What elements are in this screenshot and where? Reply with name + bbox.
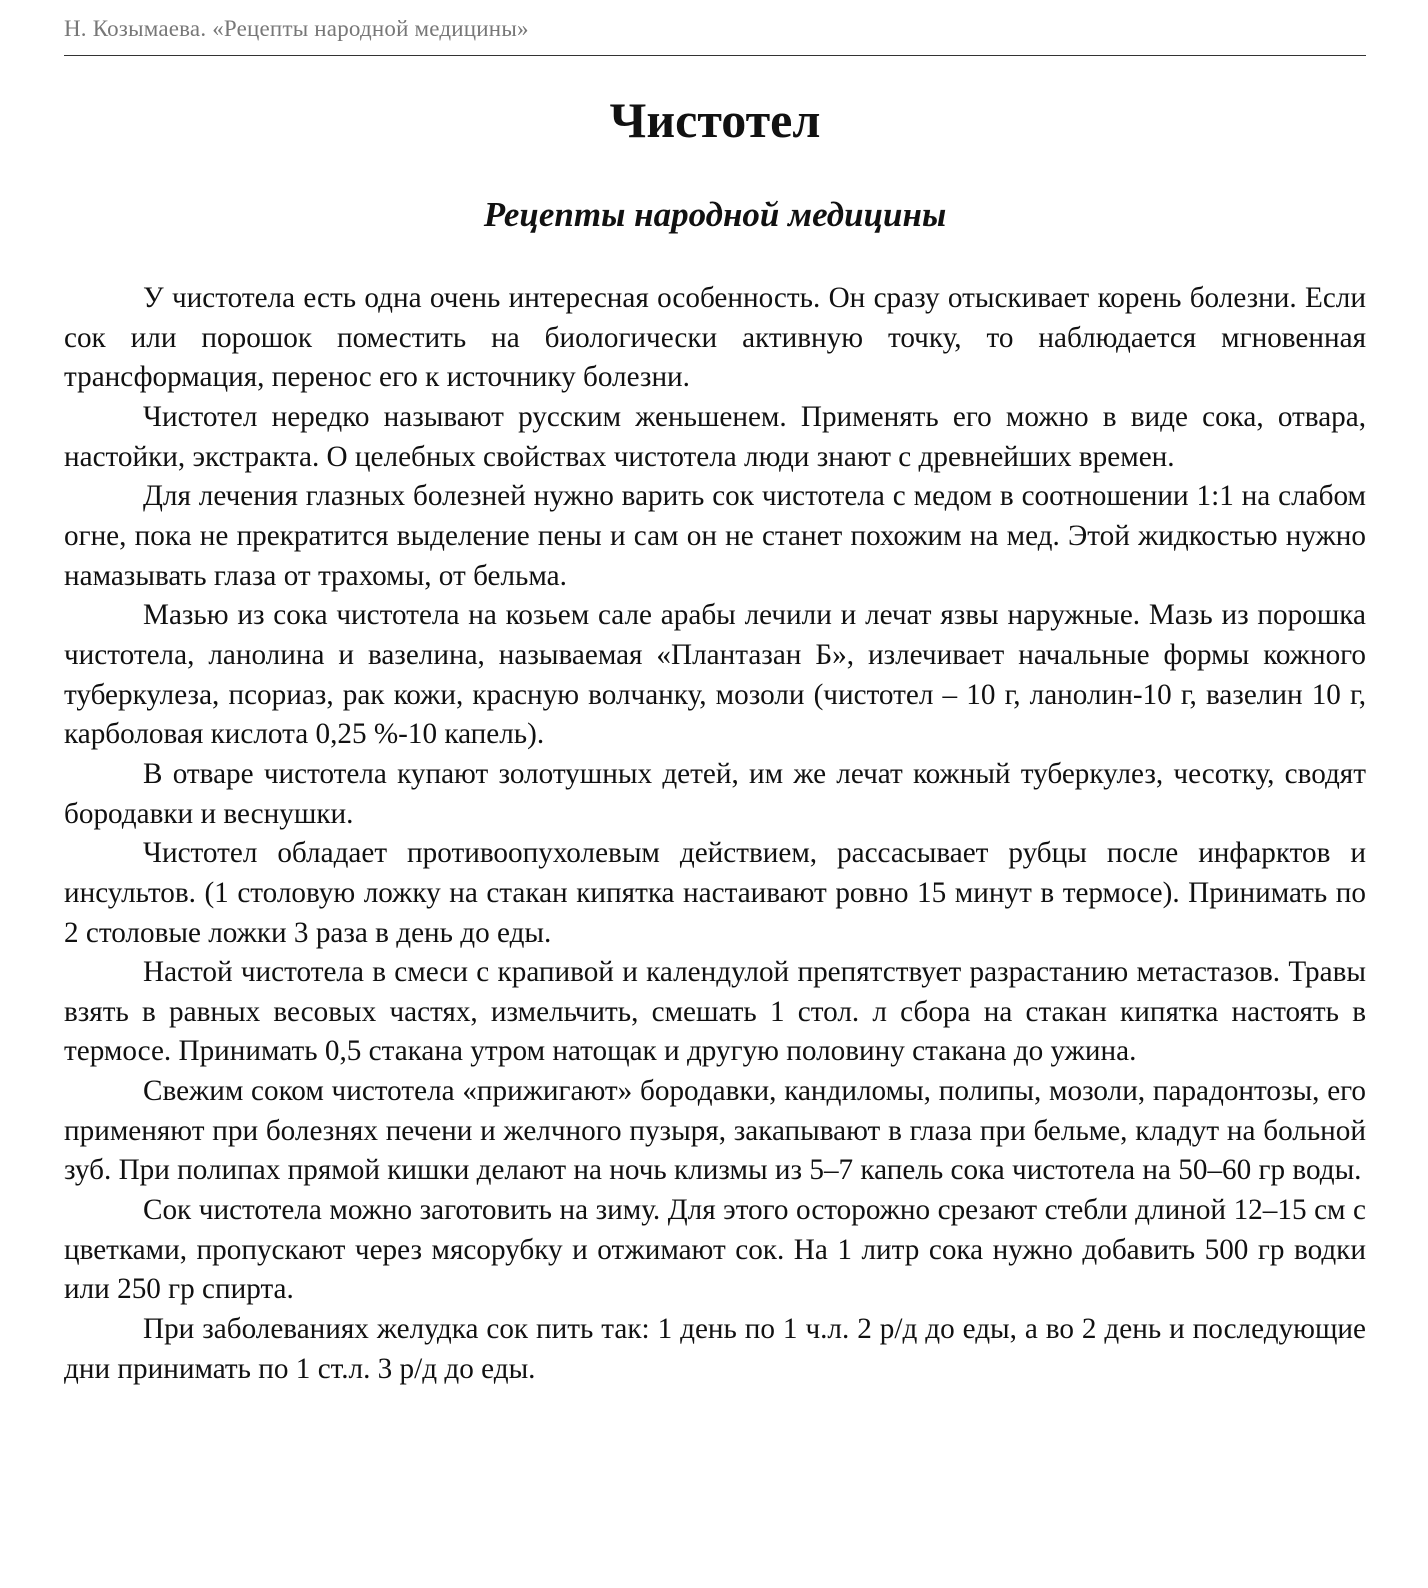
running-header: Н. Козымаева. «Рецепты народной медицины»: [64, 16, 529, 41]
paragraph: Чистотел обладает противоопухолевым действием, рассасывает рубцы после инфарктов и инсультов. (1 столовую ложку на стакан кипятка настаивают ровно 15 минут в термосе). Принимать по 2 столовые ложки 3 раза в день до еды.: [64, 837, 1366, 949]
header-rule: [64, 55, 1366, 56]
paragraph: Свежим соком чистотела «прижигают» бородавки, кандиломы, полипы, мозоли, парадонтозы, его применяют при болезнях печени и желчного пузыря, закапывают в глаза при бельме, кладут на больной зуб. При полипах прямой кишки делают на ночь клизмы из 5–7 капель сока чистотела на 50–60 гр воды.: [64, 1075, 1366, 1187]
page-title: Чистотел: [609, 92, 821, 148]
page-subtitle: Рецепты народной медицины: [483, 195, 947, 234]
paragraph: Для лечения глазных болезней нужно варить сок чистотела с медом в соотношении 1:1 на слабом огне, пока не прекратится выделение пены и сам он не станет похожим на мед. Этой жидкостью нужно намазывать глаза от трахомы, от бельма.: [64, 480, 1366, 592]
paragraph: У чистотела есть одна очень интересная особенность. Он сразу отыскивает корень болезни. Если сок или порошок поместить на биологически активную точку, то наблюдается мгновенная трансформация, перенос его к источнику болезни.: [64, 282, 1366, 394]
paragraph: Настой чистотела в смеси с крапивой и календулой препятствует разрастанию метастазов. Травы взять в равных весовых частях, измельчить, смешать 1 стол. л сбора на стакан кипятка настоять в термосе. Принимать 0,5 стакана утром натощак и другую половину стакана до ужина.: [64, 956, 1366, 1068]
body-text: [64, 279, 1366, 1389]
paragraph: Мазью из сока чистотела на козьем сале арабы лечили и лечат язвы наружные. Мазь из порошка чистотела, ланолина и вазелина, называемая «Плантазан Б», излечивает начальные формы кожного туберкулеза, псориаз, рак кожи, красную волчанку, мозоли (чистотел – 10 г, ланолин-10 г, вазелин 10 г, карболовая кислота 0,25 %-10 капель).: [64, 599, 1366, 751]
paragraph: При заболеваниях желудка сок пить так: 1 день по 1 ч.л. 2 р/д до еды, а во 2 день и последующие дни принимать по 1 ст.л. 3 р/д до еды.: [64, 1313, 1366, 1385]
paragraph: Чистотел нередко называют русским женьшенем. Применять его можно в виде сока, отвара, настойки, экстракта. О целебных свойствах чистотела люди знают с древнейших времен.: [64, 400, 1366, 473]
paragraph: Сок чистотела можно заготовить на зиму. Для этого осторожно срезают стебли длиной 12–15 см с цветками, пропускают через мясорубку и отжимают сок. На 1 литр сока нужно добавить 500 гр водки или 250 гр спирта.: [64, 1194, 1366, 1306]
paragraph: В отваре чистотела купают золотушных детей, им же лечат кожный туберкулез, чесотку, сводят бородавки и веснушки.: [64, 757, 1366, 830]
